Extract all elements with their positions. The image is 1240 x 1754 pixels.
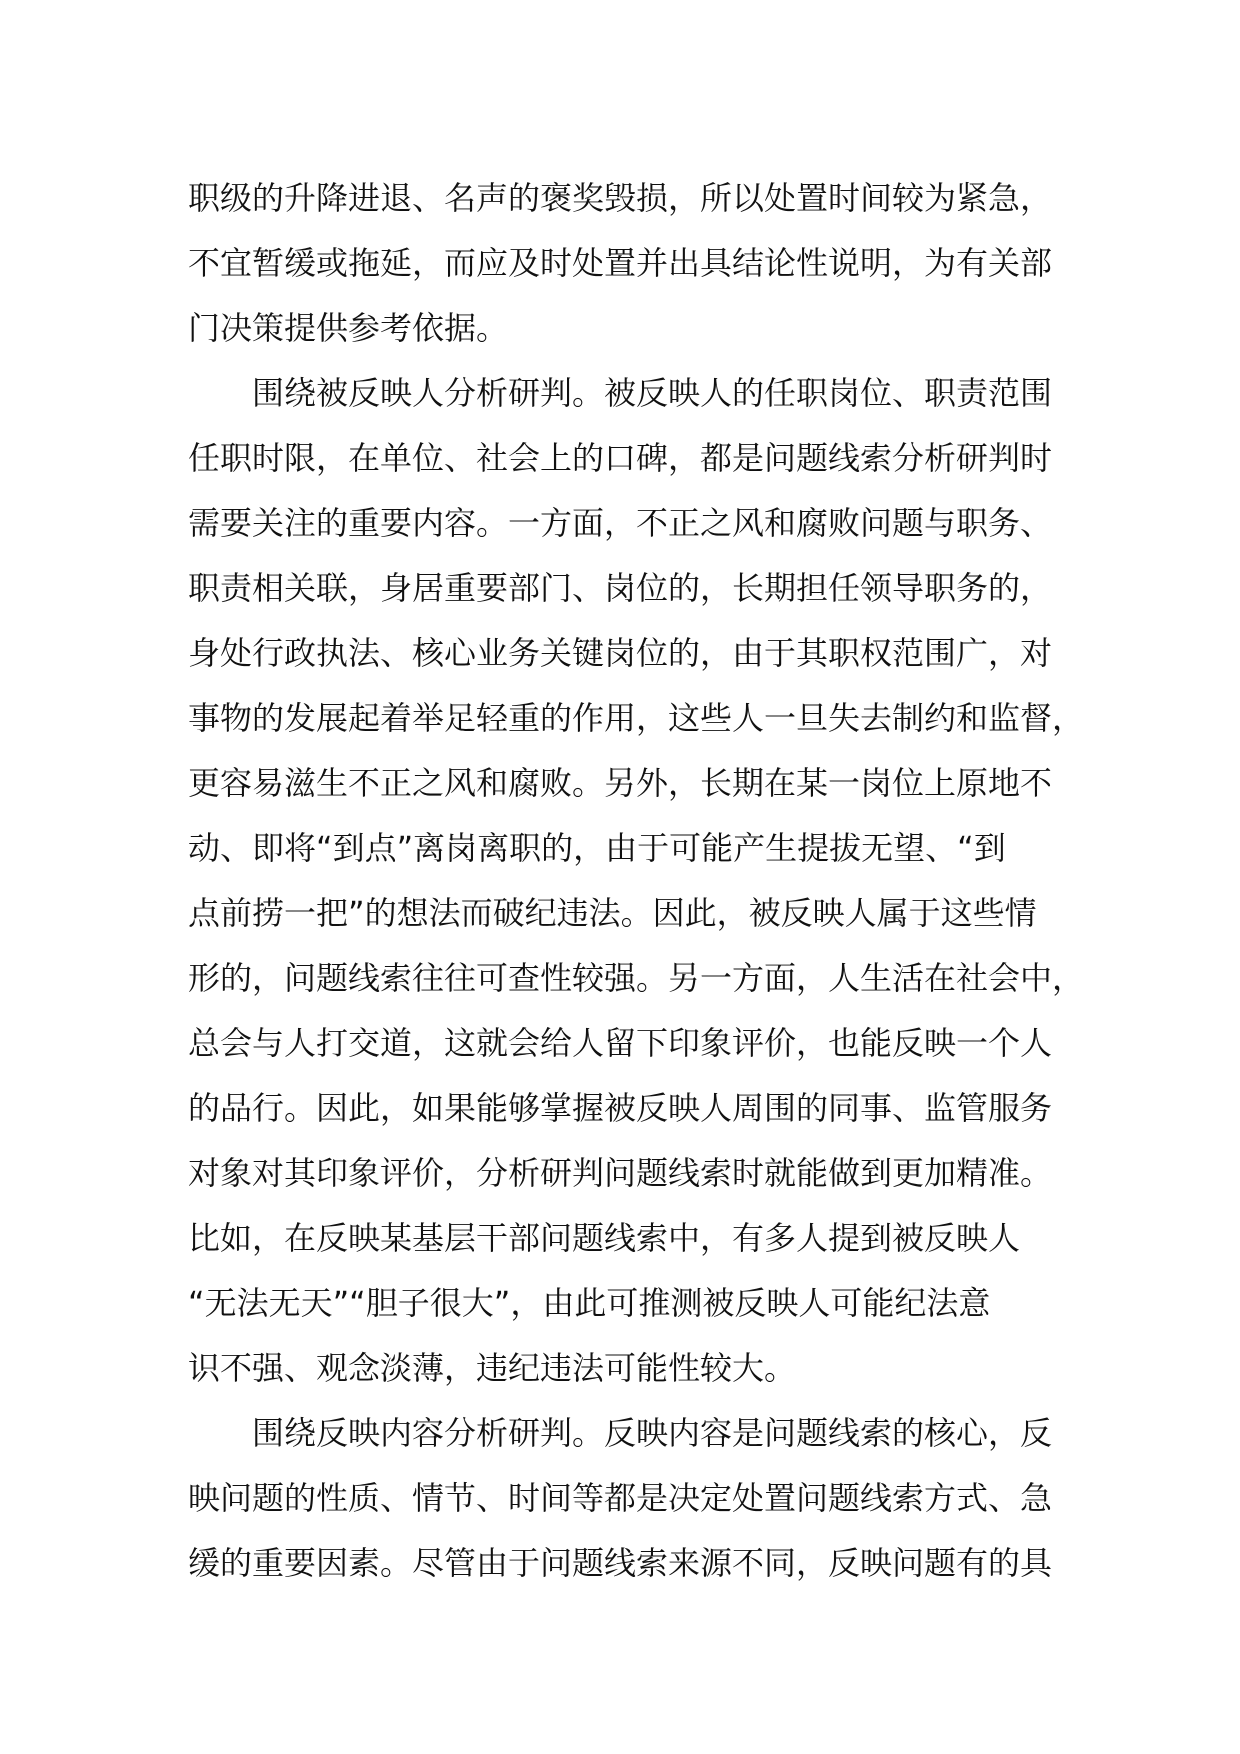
text-line: 识不强、观念淡薄，违纪违法可能性较大。 [188, 1349, 797, 1387]
text-line: 点前捞一把”的想法而破纪违法。因此，被反映人属于这些情 [188, 894, 1037, 932]
text-line: 的品行。因此，如果能够掌握被反映人周围的同事、监管服务 [188, 1089, 1053, 1127]
paragraph-start-line: 围绕被反映人分析研判。被反映人的任职岗位、职责范围 [188, 374, 1053, 412]
paragraph-start-line: 围绕反映内容分析研判。反映内容是问题线索的核心，反 [188, 1414, 1053, 1452]
text-line: 动、即将“到点”离岗离职的，由于可能产生提拔无望、“到 [188, 829, 1006, 867]
text-line: 身处行政执法、核心业务关键岗位的，由于其职权范围广，对 [188, 634, 1053, 672]
text-line: 缓的重要因素。尽管由于问题线索来源不同，反映问题有的具 [188, 1544, 1053, 1582]
text-line: 映问题的性质、情节、时间等都是决定处置问题线索方式、急 [188, 1479, 1053, 1517]
text-line: 不宜暂缓或拖延，而应及时处置并出具结论性说明，为有关部 [188, 244, 1053, 282]
text-line: 比如，在反映某基层干部问题线索中，有多人提到被反映人 [188, 1219, 1021, 1257]
text-line: 职级的升降进退、名声的褒奖毁损，所以处置时间较为紧急， [188, 179, 1053, 217]
text-line: 职责相关联，身居重要部门、岗位的，长期担任领导职务的， [188, 569, 1053, 607]
text-line: 对象对其印象评价，分析研判问题线索时就能做到更加精准。 [188, 1154, 1053, 1192]
text-line: 形的，问题线索往往可查性较强。另一方面，人生活在社会中， [188, 959, 1085, 997]
text-line: 需要关注的重要内容。一方面，不正之风和腐败问题与职务、 [188, 504, 1053, 542]
text-line: 事物的发展起着举足轻重的作用，这些人一旦失去制约和监督， [188, 699, 1085, 737]
text-line: 总会与人打交道，这就会给人留下印象评价，也能反映一个人 [188, 1024, 1053, 1062]
text-line: 更容易滋生不正之风和腐败。另外，长期在某一岗位上原地不 [188, 764, 1053, 802]
body-text [188, 166, 1088, 1596]
text-line: 任职时限，在单位、社会上的口碑，都是问题线索分析研判时 [188, 439, 1053, 477]
text-line: “无法无天”“胆子很大”，由此可推测被反映人可能纪法意 [188, 1284, 991, 1322]
text-line: 门决策提供参考依据。 [188, 309, 509, 347]
